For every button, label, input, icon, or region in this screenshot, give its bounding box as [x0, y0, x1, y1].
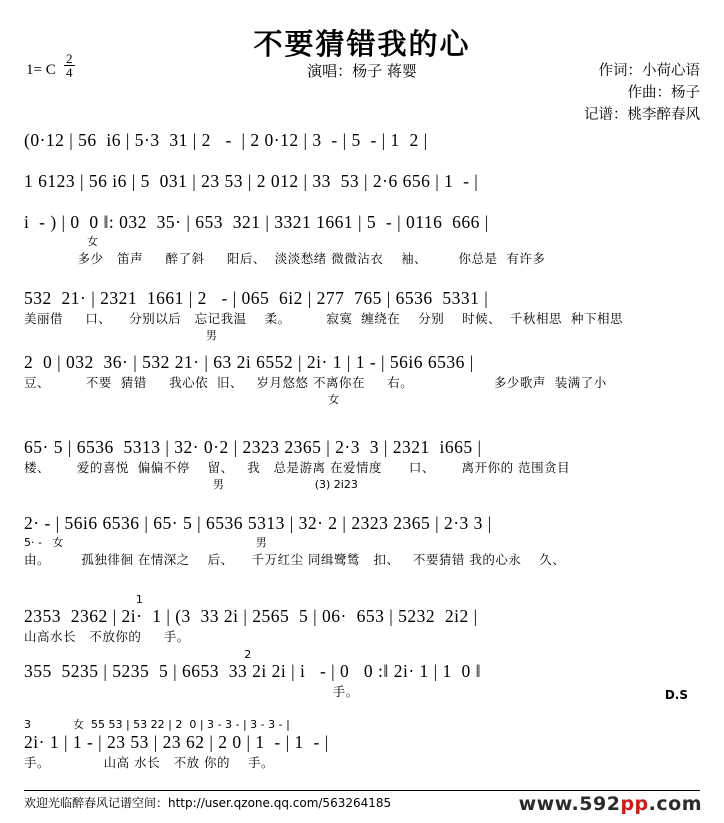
- score-line-9: [24, 648, 700, 700]
- ds-marking: D.S: [664, 688, 688, 702]
- score-line-lyrics: 手。 山高 水长 不放 你的 手。: [24, 755, 274, 770]
- score-line-notes: i - ) | 0 0 ‖: 032 35· | 653 321 | 3321 1661 | 5 - | 0116 666 |: [24, 212, 489, 232]
- brand-pp: pp: [620, 793, 649, 815]
- score-line-2: [24, 171, 700, 192]
- score-line-4: [24, 288, 700, 343]
- score-line-lyrics: 豆、 不要 猜错 我心依 旧、 岁月悠悠 不离你在 右。 多少歌声 装满了小: [24, 375, 607, 390]
- time-signature: [64, 52, 75, 79]
- score-line-marks: 女: [24, 235, 98, 248]
- score-line-lyrics: 由。 孤独徘徊 在情深之 后、 千万红尘 同缉鹭鸶 扣、 不要猜错 我的心永 久、: [24, 552, 566, 567]
- credit-transcriber: 记谱：桃李醉春风: [584, 107, 700, 123]
- score-line-lyrics: 楼、 爱的喜悦 偏偏不停 留、 我 总是游离 在爱情度 口、 离开你的 范围贪目: [24, 460, 571, 475]
- credit-composer: 作曲：杨子: [627, 85, 700, 101]
- footer-note: 欢迎光临醉春风记谱空间：http://user.qzone.qq.com/563264185: [24, 796, 392, 810]
- score-line-notes: 2353 2362 | 2i· 1 | (3 33 2i | 2565 5 | 06· 653 | 5232 2i2 |: [24, 606, 478, 626]
- score-line-notes: 532 21· | 2321 1661 | 2 - | 065 6i2 | 277 765 | 6536 5331 |: [24, 288, 489, 308]
- score-line-lyrics: 美丽借 口、 分别以后 忘记我温 柔。 寂寞 缠绕在 分别 时候、 千秋相思 种下相思: [24, 311, 623, 326]
- brand-www: www.: [518, 793, 580, 815]
- score-line-notes: 2· - | 56i6 6536 | 65· 5 | 6536 5313 | 32· 2 | 2323 2365 | 2·3 3 |: [24, 513, 492, 533]
- score-line-5: [24, 352, 700, 407]
- score-line-marks: 女: [24, 393, 340, 406]
- score-line-lyrics: 山高水长 不放你的 手。: [24, 629, 190, 644]
- site-watermark: [519, 793, 702, 815]
- score-line-8: [24, 593, 700, 645]
- score-line-3: [24, 212, 700, 267]
- score-line-6: [24, 437, 700, 492]
- score-line-lyrics: 手。: [24, 684, 359, 699]
- score-line-7: [24, 513, 700, 568]
- footer-divider: [24, 790, 700, 791]
- score-line-1: [24, 130, 700, 151]
- score-line-notes: 65· 5 | 6536 5313 | 32· 0·2 | 2323 2365 | 2·3 3 | 2321 i665 |: [24, 437, 482, 457]
- score-line-marks: 5· - 女 男: [24, 536, 267, 549]
- brand-com: .com: [648, 793, 702, 815]
- key-signature: 1= C: [26, 62, 56, 78]
- time-signature-denominator: 4: [66, 65, 73, 80]
- page-title: 不要猜错我的心: [253, 27, 471, 61]
- singer-credit: 演唱：杨子 蒋婴: [307, 62, 417, 80]
- score-line-notes: 355 5235 | 5235 5 | 6653 33 2i 2i | i - | 0 0 :‖ 2i· 1 | 1 0 ‖: [24, 661, 482, 681]
- score-line-notes: 2i· 1 | 1 - | 23 53 | 23 62 | 2 0 | 1 - | 1 - |: [24, 732, 329, 752]
- score-line-notes: 2 0 | 032 36· | 532 21· | 63 2i 6552 | 2i· 1 | 1 - | 56i6 6536 |: [24, 352, 474, 372]
- score-line-marks: 1: [24, 593, 143, 606]
- score-line-notes: (0·12 | 56 i6 | 5·3 31 | 2 - | 2 0·12 | 3 - | 5 - | 1 2 |: [24, 130, 428, 150]
- score-line-marks: 2: [24, 648, 252, 661]
- time-signature-numerator: 2: [66, 51, 73, 66]
- score-line-lyrics: 多少 笛声 醉了斜 阳后、 淡淡愁绪 微微沾衣 袖、 你总是 有许多: [24, 251, 546, 266]
- brand-592: 592: [579, 793, 621, 815]
- score-line-marks: 男 (3) 2i23: [24, 478, 358, 491]
- score-line-marks: 3 女 55 53 | 53 22 | 2 0 | 3 - 3 - | 3 - 3 - |: [24, 718, 290, 731]
- score-line-10: [24, 716, 700, 771]
- credits-block: [584, 60, 700, 126]
- credit-lyricist: 作词：小荷心语: [598, 63, 700, 79]
- score-line-marks: 男: [24, 329, 217, 342]
- score-line-notes: 1 6123 | 56 i6 | 5 031 | 23 53 | 2 012 | 33 53 | 2·6 656 | 1 - |: [24, 171, 479, 191]
